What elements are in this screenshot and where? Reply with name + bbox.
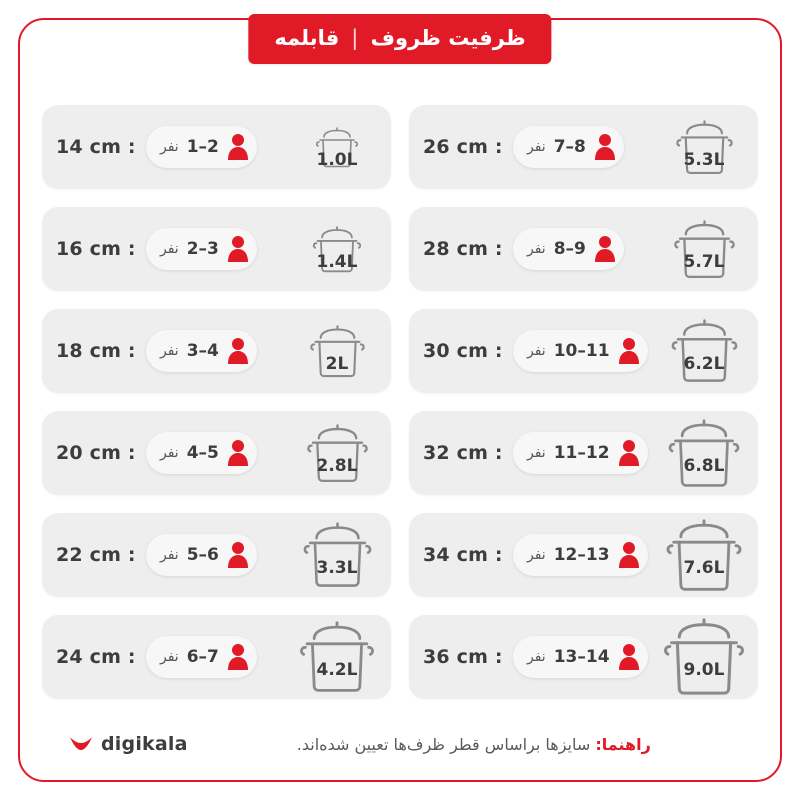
footer-note-text: سایزها براساس قطر ظرف‌ها تعیین شده‌اند. xyxy=(296,734,596,754)
pot-icon xyxy=(308,226,366,273)
persons-unit-label: نفر xyxy=(160,343,179,359)
digikala-logo xyxy=(68,733,188,755)
persons-count: 8–9 xyxy=(553,239,586,259)
persons-unit-label: نفر xyxy=(527,139,546,155)
pot-illustration xyxy=(289,210,385,288)
persons-unit-label: نفر xyxy=(527,649,546,665)
person-icon xyxy=(618,541,640,569)
capacity-row xyxy=(409,411,758,495)
capacity-row xyxy=(42,615,391,699)
volume-label: 1.0L xyxy=(316,150,358,170)
capacity-row xyxy=(42,411,391,495)
persons-unit-label: نفر xyxy=(160,241,179,257)
pot-illustration xyxy=(656,312,752,390)
person-icon xyxy=(618,337,640,365)
person-icon xyxy=(618,439,640,467)
pot-illustration xyxy=(656,414,752,492)
person-icon-wrap xyxy=(618,337,640,365)
person-icon-wrap xyxy=(227,337,249,365)
diameter-label: 32 cm : xyxy=(423,442,503,464)
digikala-smile-icon xyxy=(68,733,94,755)
footer xyxy=(40,724,760,764)
pot-icon xyxy=(656,618,752,696)
diameter-label: 30 cm : xyxy=(423,340,503,362)
persons-unit-label: نفر xyxy=(160,139,179,155)
persons-pill xyxy=(513,534,648,576)
pot-icon xyxy=(665,319,744,383)
person-icon-wrap xyxy=(227,541,249,569)
persons-pill xyxy=(513,636,648,678)
person-icon xyxy=(594,235,616,263)
capacity-row xyxy=(409,207,758,291)
persons-pill xyxy=(146,432,257,474)
diameter-label: 20 cm : xyxy=(56,442,136,464)
persons-count: 3–4 xyxy=(186,341,219,361)
volume-label: 9.0L xyxy=(683,660,725,680)
pot-illustration xyxy=(656,516,752,594)
person-icon xyxy=(227,235,249,263)
capacity-row xyxy=(409,513,758,597)
footer-note xyxy=(297,735,651,754)
column-large-sizes xyxy=(409,105,758,699)
capacity-row xyxy=(42,105,391,189)
capacity-row xyxy=(42,309,391,393)
person-icon-wrap xyxy=(227,643,249,671)
persons-pill xyxy=(146,228,257,270)
capacity-row xyxy=(42,513,391,597)
person-icon-wrap xyxy=(594,235,616,263)
diameter-label: 14 cm : xyxy=(56,136,136,158)
persons-unit-label: نفر xyxy=(527,547,546,563)
volume-label: 3.3L xyxy=(316,558,358,578)
persons-pill xyxy=(146,636,257,678)
pot-icon xyxy=(297,522,378,588)
persons-count: 12–13 xyxy=(553,545,610,565)
persons-count: 7–8 xyxy=(553,137,586,157)
volume-label: 5.7L xyxy=(683,252,725,272)
person-icon-wrap xyxy=(227,439,249,467)
persons-count: 13–14 xyxy=(553,647,610,667)
capacity-row xyxy=(409,105,758,189)
diameter-label: 34 cm : xyxy=(423,544,503,566)
persons-pill xyxy=(146,126,257,168)
person-icon xyxy=(227,541,249,569)
person-icon-wrap xyxy=(618,439,640,467)
persons-count: 6–7 xyxy=(186,647,219,667)
column-small-sizes xyxy=(42,105,391,699)
diameter-label: 16 cm : xyxy=(56,238,136,260)
person-icon xyxy=(227,643,249,671)
capacity-row xyxy=(42,207,391,291)
title-left-text: قابلمه xyxy=(274,26,340,50)
person-icon-wrap xyxy=(618,643,640,671)
person-icon-wrap xyxy=(227,133,249,161)
person-icon xyxy=(227,439,249,467)
pot-illustration xyxy=(289,618,385,696)
persons-count: 11–12 xyxy=(553,443,610,463)
persons-pill xyxy=(513,126,624,168)
diameter-label: 24 cm : xyxy=(56,646,136,668)
title-separator: | xyxy=(351,26,359,50)
pot-icon xyxy=(671,120,738,175)
volume-label: 4.2L xyxy=(316,660,358,680)
persons-count: 5–6 xyxy=(186,545,219,565)
digikala-wordmark: digikala xyxy=(101,733,188,755)
pot-icon xyxy=(305,325,370,378)
persons-unit-label: نفر xyxy=(527,343,546,359)
pot-icon xyxy=(293,621,381,693)
pot-icon xyxy=(662,419,746,488)
person-icon xyxy=(618,643,640,671)
persons-pill xyxy=(146,534,257,576)
capacity-row xyxy=(409,309,758,393)
title-banner xyxy=(248,14,551,64)
diameter-label: 28 cm : xyxy=(423,238,503,260)
persons-count: 2–3 xyxy=(186,239,219,259)
diameter-label: 26 cm : xyxy=(423,136,503,158)
person-icon xyxy=(227,337,249,365)
pot-illustration xyxy=(289,108,385,186)
persons-count: 10–11 xyxy=(553,341,610,361)
diameter-label: 18 cm : xyxy=(56,340,136,362)
person-icon-wrap xyxy=(594,133,616,161)
pot-illustration xyxy=(656,108,752,186)
person-icon xyxy=(594,133,616,161)
capacity-grid xyxy=(42,105,758,699)
volume-label: 5.3L xyxy=(683,150,725,170)
persons-pill xyxy=(146,330,257,372)
volume-label: 2L xyxy=(325,354,349,374)
persons-unit-label: نفر xyxy=(160,649,179,665)
persons-count: 1–2 xyxy=(186,137,219,157)
diameter-label: 36 cm : xyxy=(423,646,503,668)
pot-icon xyxy=(312,127,362,168)
persons-unit-label: نفر xyxy=(160,547,179,563)
title-right-text: ظرفیت ظروف xyxy=(370,26,526,50)
persons-unit-label: نفر xyxy=(160,445,179,461)
persons-pill xyxy=(513,228,624,270)
volume-label: 7.6L xyxy=(683,558,725,578)
pot-illustration xyxy=(289,312,385,390)
pot-icon xyxy=(301,424,374,483)
volume-label: 6.8L xyxy=(683,456,725,476)
pot-icon xyxy=(668,220,741,279)
footer-note-prefix: راهنما: xyxy=(595,734,651,754)
volume-label: 1.4L xyxy=(316,252,358,272)
persons-pill xyxy=(513,330,648,372)
pot-illustration xyxy=(656,210,752,288)
persons-unit-label: نفر xyxy=(527,445,546,461)
volume-label: 6.2L xyxy=(683,354,725,374)
persons-unit-label: نفر xyxy=(527,241,546,257)
capacity-row xyxy=(409,615,758,699)
person-icon-wrap xyxy=(227,235,249,263)
persons-count: 4–5 xyxy=(186,443,219,463)
person-icon xyxy=(227,133,249,161)
person-icon-wrap xyxy=(618,541,640,569)
volume-label: 2.8L xyxy=(316,456,358,476)
pot-illustration xyxy=(289,414,385,492)
persons-pill xyxy=(513,432,648,474)
diameter-label: 22 cm : xyxy=(56,544,136,566)
pot-illustration xyxy=(656,618,752,696)
pot-illustration xyxy=(289,516,385,594)
pot-icon xyxy=(659,519,749,592)
